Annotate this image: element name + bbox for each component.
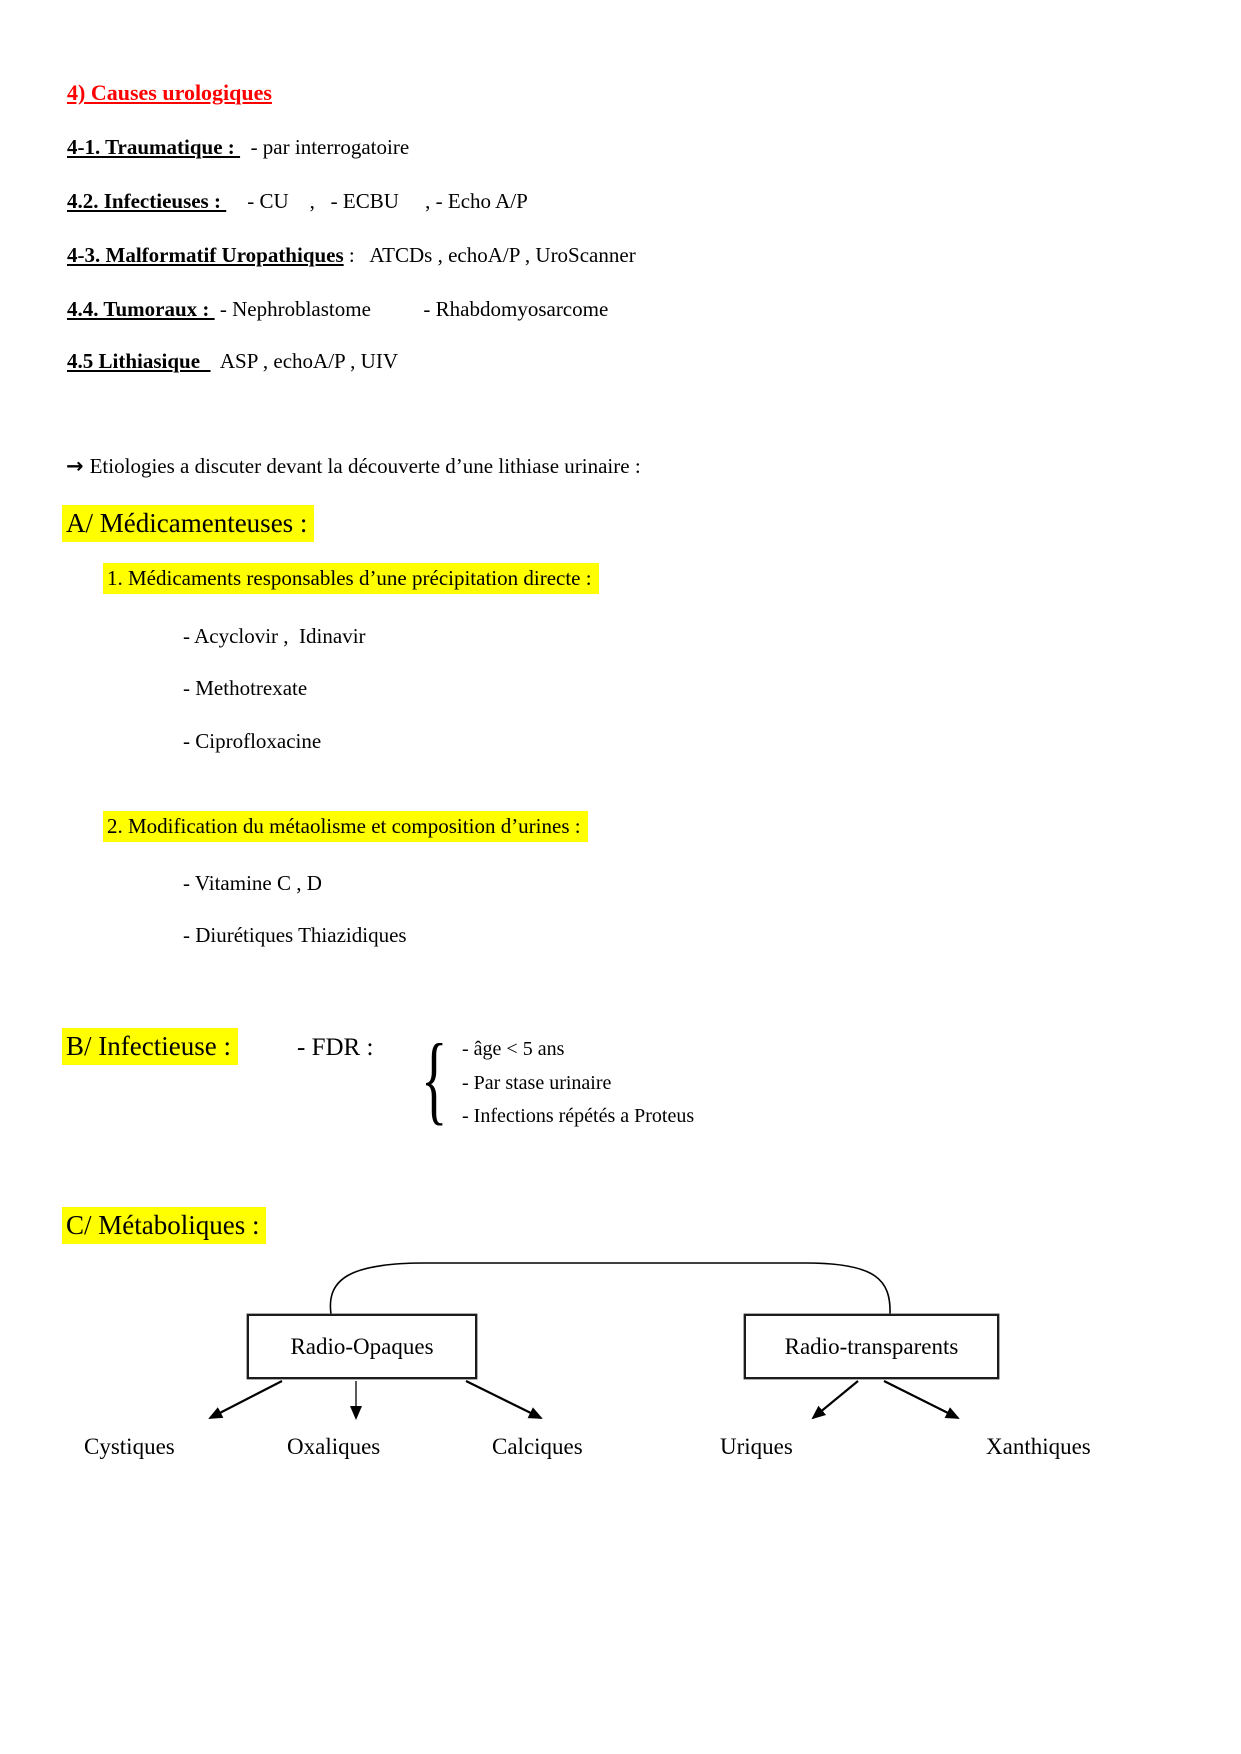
etiologies-text: Etiologies a discuter devant la découverte d’une lithiase urinaire : <box>89 454 641 478</box>
line-infectieuses-text: - CU , - ECBU , - Echo A/P <box>226 189 528 213</box>
fdr-label: - FDR : <box>297 1034 374 1061</box>
line-malformatif <box>67 241 636 269</box>
section-a-sub1-header <box>103 563 599 594</box>
arrow-to-uriques <box>813 1381 858 1418</box>
line-traumatique <box>67 133 409 161</box>
section-b-header-highlight: B/ Infectieuse : <box>62 1028 238 1065</box>
arrow-to-calciques <box>466 1381 541 1418</box>
fdr-item-age: - âge < 5 ans <box>462 1038 565 1060</box>
line-traumatique-label: 4-1. Traumatique : <box>67 135 241 159</box>
drug-item-acyclovir: - Acyclovir , Idinavir <box>183 624 366 648</box>
leaf-cystiques: Cystiques <box>84 1434 175 1459</box>
diagram-svg <box>0 1240 1241 1500</box>
box-radio-transparents-label: Radio-transparents <box>784 1333 959 1359</box>
section-b-header <box>62 1028 238 1065</box>
drug-item-ciprofloxacine: - Ciprofloxacine <box>183 729 322 753</box>
item-vitamine: - Vitamine C , D <box>183 871 322 895</box>
right-arrow-icon: → <box>66 454 84 478</box>
line-infectieuses <box>67 187 528 215</box>
etiologies-line <box>66 452 641 480</box>
section-a-sub2-header <box>103 811 588 842</box>
leaf-xanthiques: Xanthiques <box>986 1434 1091 1459</box>
line-traumatique-text: - par interrogatoire <box>240 135 410 159</box>
box-radio-opaques-label: Radio-Opaques <box>290 1333 434 1359</box>
leaf-uriques: Uriques <box>720 1434 793 1459</box>
line-infectieuses-label: 4.2. Infectieuses : <box>67 189 227 213</box>
line-malformatif-label: 4-3. Malformatif Uropathiques <box>67 243 344 267</box>
line-tumoraux-text: - Nephroblastome - Rhabdomyosarcome <box>214 297 609 321</box>
arrow-to-cystiques <box>210 1381 282 1418</box>
section-a-header-highlight: A/ Médicamenteuses : <box>62 505 314 542</box>
arrow-to-xanthiques <box>884 1381 958 1418</box>
box-radio-transparents <box>744 1314 999 1379</box>
line-lithiasique-label: 4.5 Lithiasique <box>67 349 211 373</box>
fdr-item-stase: - Par stase urinaire <box>462 1071 612 1094</box>
connector-arc <box>330 1263 890 1314</box>
section-a-sub1-highlight: 1. Médicaments responsables d’une précipitation directe : <box>103 563 599 594</box>
line-malformatif-text: : ATCDs , echoA/P , UroScanner <box>343 243 636 267</box>
section-c-header <box>62 1207 266 1244</box>
line-lithiasique-text: ASP , echoA/P , UIV <box>210 349 398 373</box>
drug-item-methotrexate: - Methotrexate <box>183 676 308 700</box>
fdr-item-infections: - Infections répétés a Proteus <box>462 1105 695 1127</box>
leaf-oxaliques: Oxaliques <box>287 1434 381 1459</box>
item-diuretiques: - Diurétiques Thiazidiques <box>183 923 407 947</box>
section-a-sub2-highlight: 2. Modification du métaolisme et composition d’urines : <box>103 811 588 842</box>
left-brace-glyph: { <box>421 1023 448 1134</box>
line-tumoraux-label: 4.4. Tumoraux : <box>67 297 215 321</box>
section-a-header <box>62 505 314 542</box>
fdr-list <box>462 1033 694 1134</box>
metabolic-diagram <box>0 1240 1241 1500</box>
line-lithiasique <box>67 347 398 375</box>
section-c-header-highlight: C/ Métaboliques : <box>62 1207 266 1244</box>
heading-causes-urologiques: 4) Causes urologiques <box>67 80 272 105</box>
leaf-calciques: Calciques <box>492 1434 583 1459</box>
line-tumoraux <box>67 295 608 323</box>
box-radio-opaques <box>247 1314 477 1379</box>
